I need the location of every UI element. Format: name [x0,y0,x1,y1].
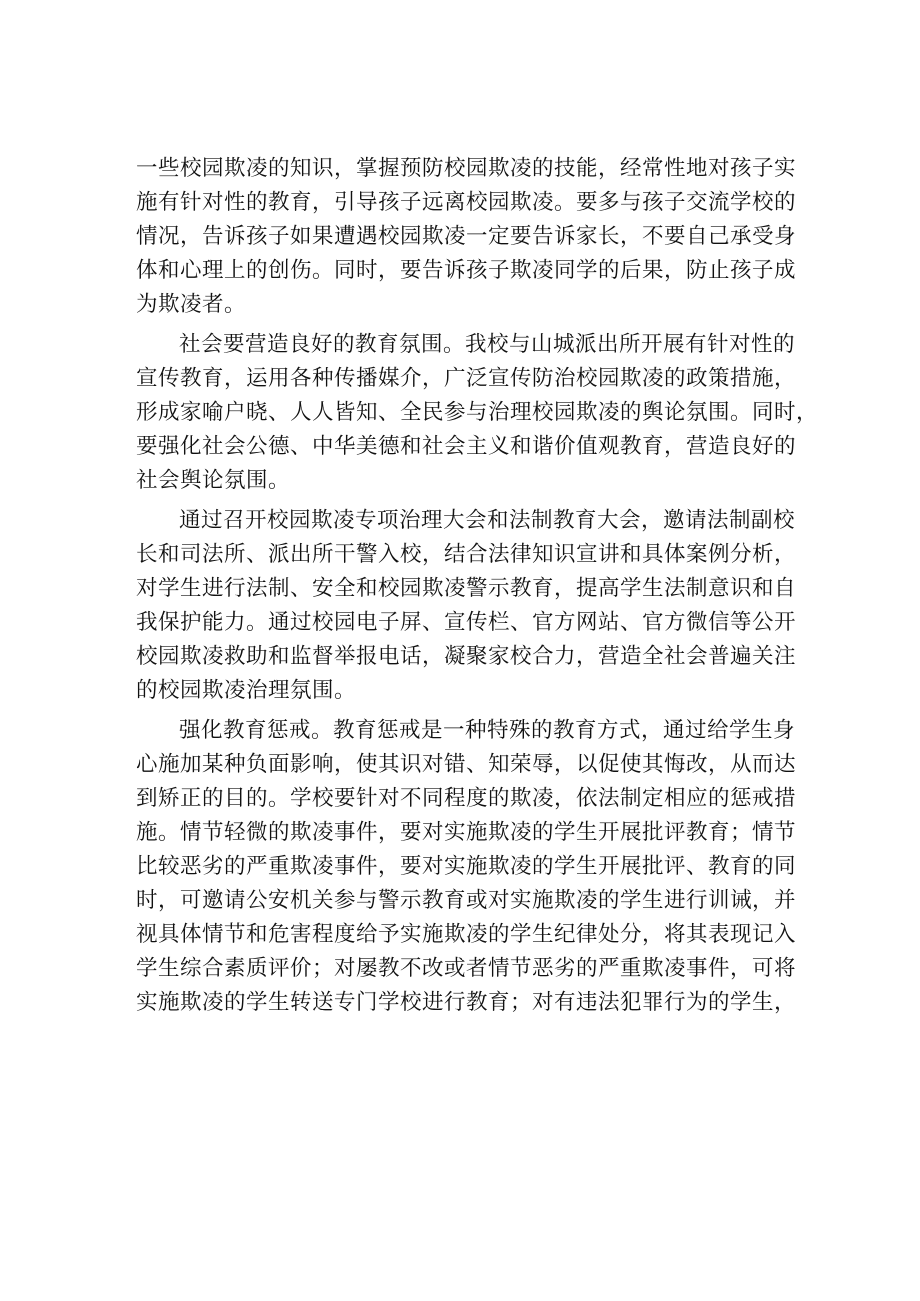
text-line: 我保护能力。通过校园电子屏、宣传栏、官方网站、官方微信等公开 [136,610,797,635]
paragraph-3 [136,504,797,708]
document-body [136,152,819,1026]
paragraph-1 [136,152,797,322]
text-line: 施有针对性的教育，引导孩子远离校园欺凌。要多与孩子交流学校的 [136,190,797,215]
text-line: 情况，告诉孩子如果遭遇校园欺凌一定要告诉家长，不要自己承受身 [136,224,797,249]
text-line: 社会舆论氛围。 [136,468,291,493]
text-line: 社会要营造良好的教育氛围。我校与山城派出所开展有针对性的 [179,332,796,357]
text-line: 宣传教育，运用各种传播媒介，广泛宣传防治校园欺凌的政策措施， [136,366,797,391]
text-line: 到矫正的目的。学校要针对不同程度的欺凌，依法制定相应的惩戒措 [136,786,797,811]
text-line: 要强化社会公德、中华美德和社会主义和谐价值观教育，营造良好的 [136,434,797,459]
text-line: 体和心理上的创伤。同时，要告诉孩子欺凌同学的后果，防止孩子成 [136,258,797,283]
paragraph-4 [136,714,797,1020]
text-line: 施。情节轻微的欺凌事件，要对实施欺凌的学生开展批评教育；情节 [136,820,797,845]
text-line: 学生综合素质评价；对屡教不改或者情节恶劣的严重欺凌事件，可将 [136,956,797,981]
text-line: 长和司法所、派出所干警入校，结合法律知识宣讲和具体案例分析， [136,542,797,567]
text-line: 校园欺凌救助和监督举报电话，凝聚家校合力，营造全社会普遍关注 [136,644,797,669]
text-line: 通过召开校园欺凌专项治理大会和法制教育大会，邀请法制副校 [179,508,796,533]
text-line: 为欺凌者。 [136,292,247,317]
text-line: 心施加某种负面影响，使其识对错、知荣辱，以促使其悔改，从而达 [136,752,797,777]
text-line: 实施欺凌的学生转送专门学校进行教育；对有违法犯罪行为的学生， [136,990,797,1015]
text-line: 的校园欺凌治理氛围。 [136,678,357,703]
text-line: 强化教育惩戒。教育惩戒是一种特殊的教育方式，通过给学生身 [179,718,796,743]
text-line: 比较恶劣的严重欺凌事件，要对实施欺凌的学生开展批评、教育的同 [136,854,797,879]
text-line: 对学生进行法制、安全和校园欺凌警示教育，提高学生法制意识和自 [136,576,797,601]
text-line: 一些校园欺凌的知识，掌握预防校园欺凌的技能，经常性地对孩子实 [136,156,797,181]
paragraph-2 [136,328,819,498]
text-line: 视具体情节和危害程度给予实施欺凌的学生纪律处分，将其表现记入 [136,922,797,947]
text-line: 形成家喻户晓、人人皆知、全民参与治理校园欺凌的舆论氛围。同时， [136,400,819,425]
text-line: 时，可邀请公安机关参与警示教育或对实施欺凌的学生进行训诫，并 [136,888,797,913]
